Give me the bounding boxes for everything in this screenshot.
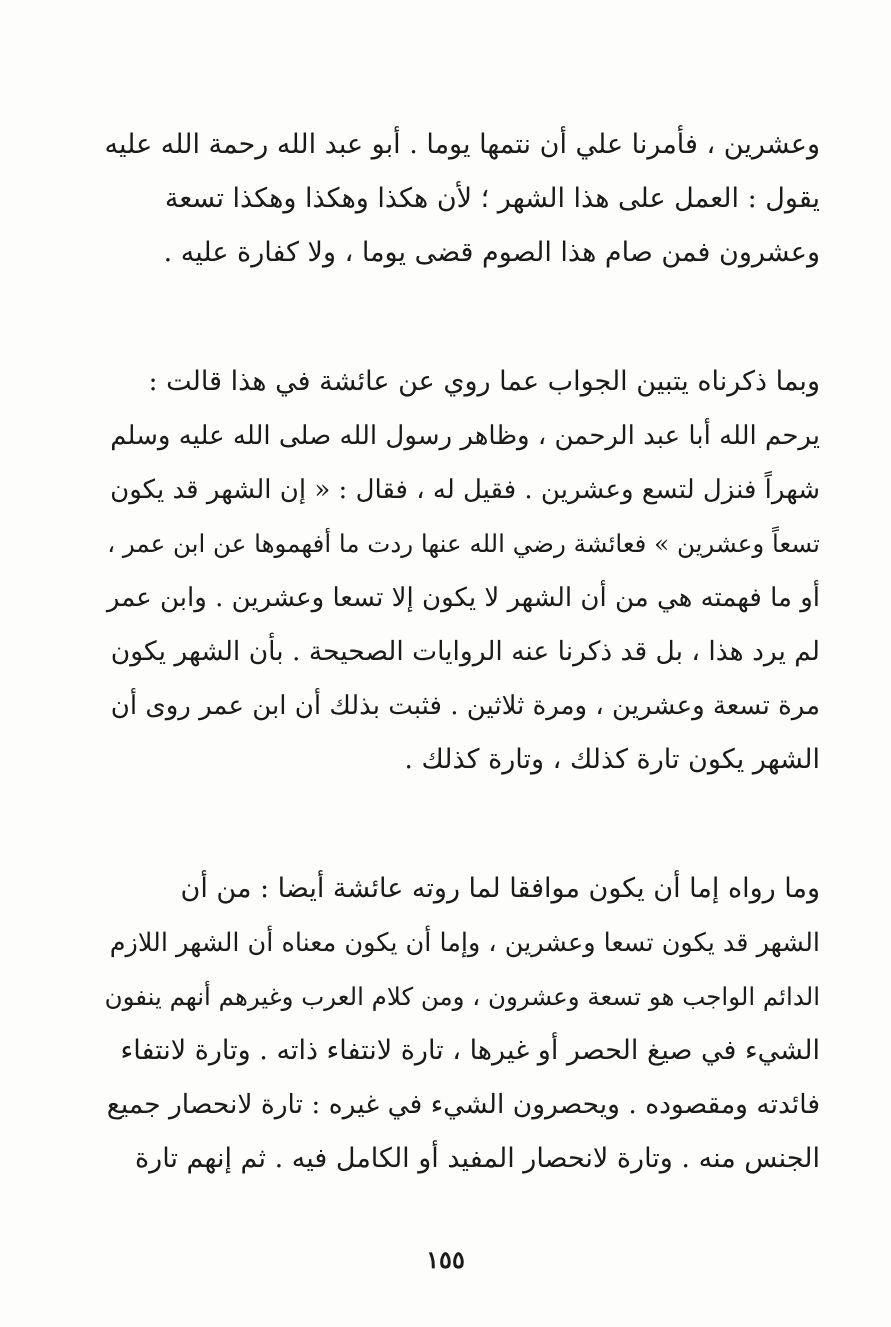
text-line: الشيء في صيغ الحصر أو غيرها ، تارة لانتفاء ذاته . وتارة لانتفاء bbox=[120, 1035, 820, 1066]
text-line: وبما ذكرناه يتبين الجواب عما روي عن عائشة في هذا قالت : bbox=[148, 366, 820, 397]
text-line: وعشرون فمن صام هذا الصوم قضى يوما ، ولا كفارة عليه . bbox=[163, 237, 820, 268]
text-line: لم يرد هذا ، بل قد ذكرنا عنه الروايات الصحيحة . بأن الشهر يكون bbox=[110, 636, 820, 667]
text-line: الشهر يكون تارة كذلك ، وتارة كذلك . bbox=[404, 744, 820, 775]
text-line: تسعاً وعشرين » فعائشة رضي الله عنها ردت ما أفهموها عن ابن عمر ، bbox=[107, 529, 820, 558]
text-line: يقول : العمل على هذا الشهر ؛ لأن هكذا وهكذا وهكذا تسعة bbox=[164, 183, 820, 214]
paragraph-2 bbox=[100, 355, 820, 787]
text-line: وعشرين ، فأمرنا علي أن نتمها يوما . أبو عبد الله رحمة الله عليه bbox=[104, 129, 820, 160]
text-line: الجنس منه . وتارة لانحصار المفيد أو الكامل فيه . ثم إنهم تارة bbox=[135, 1143, 820, 1174]
text-line: الدائم الواجب هو تسعة وعشرون ، ومن كلام العرب وغيرهم أنهم ينفون bbox=[104, 982, 820, 1011]
text-line: يرحم الله أبا عبد الرحمن ، وظاهر رسول الله صلى الله عليه وسلم bbox=[110, 421, 820, 451]
text-line: مرة تسعة وعشرين ، ومرة ثلاثين . فثبت بذلك أن ابن عمر روى أن bbox=[110, 691, 820, 721]
page-number: ١٥٥ bbox=[426, 1245, 465, 1274]
paragraph-3 bbox=[100, 862, 820, 1186]
text-line: فائدته ومقصوده . ويحصرون الشيء في غيره : تارة لانحصار جميع bbox=[106, 1089, 820, 1120]
paragraph-1 bbox=[100, 118, 820, 280]
text-line: شهراً فنزل لتسع وعشرين . فقيل له ، فقال : « إن الشهر قد يكون bbox=[110, 475, 820, 505]
text-line: الشهر قد يكون تسعا وعشرين ، وإما أن يكون معناه أن الشهر اللازم bbox=[109, 928, 820, 958]
text-line: وما رواه إما أن يكون موافقا لما روته عائشة أيضا : من أن bbox=[180, 873, 820, 904]
text-line: أو ما فهمته هي من أن الشهر لا يكون إلا تسعا وعشرين . وابن عمر bbox=[106, 583, 820, 613]
